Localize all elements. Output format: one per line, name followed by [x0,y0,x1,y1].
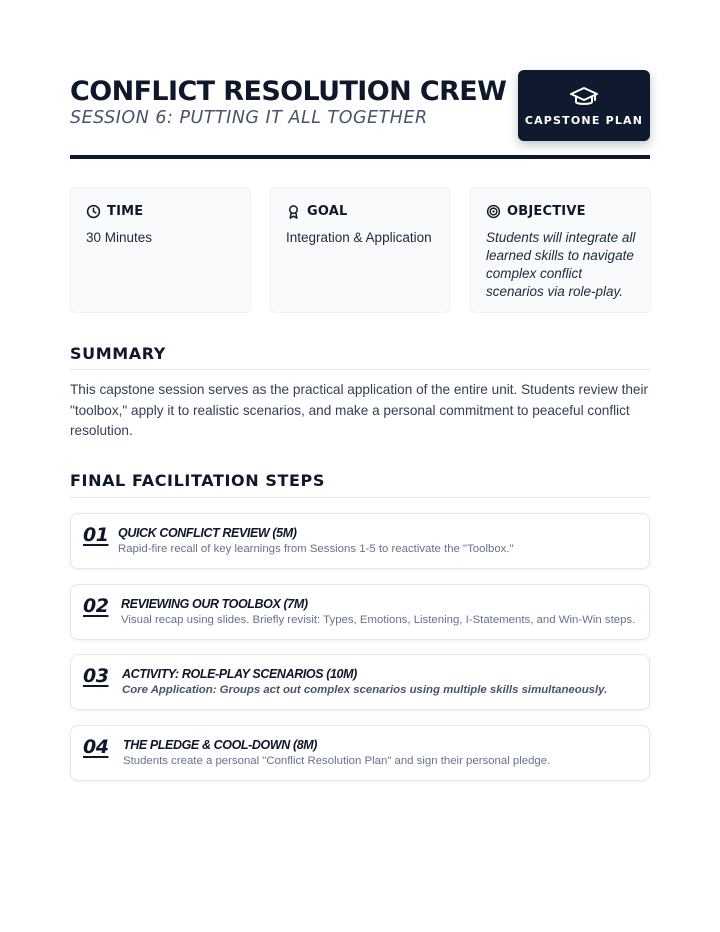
award-icon [286,204,301,219]
target-icon [486,204,501,219]
summary-divider [70,369,650,370]
step-title: ACTIVITY: ROLE-PLAY SCENARIOS (10M) [122,667,357,681]
step-number: 04 [83,736,109,758]
step-card [70,513,650,569]
steps-divider [70,497,650,498]
graduation-cap-icon [570,86,598,108]
card-body: Students will integrate all learned skills to navigate complex conflict scenarios via role-play. [486,230,636,299]
header [70,70,650,156]
step-card [70,654,650,710]
summary-heading: SUMMARY [70,344,166,363]
step-number: 02 [83,595,109,617]
badge-label: CAPSTONE PLAN [524,114,644,127]
step-description: Visual recap using slides. Briefly revisit: Types, Emotions, Listening, I-Statements, and Win-Win steps. [121,614,636,626]
card-title: OBJECTIVE [507,204,586,219]
summary-text: This capstone session serves as the practical application of the entire unit. Students review their "toolbox," apply it to realistic scenarios, and make a personal commitment to peaceful conflict resolution. [70,382,649,438]
page-subtitle: SESSION 6: PUTTING IT ALL TOGETHER [70,108,428,128]
info-cards [70,187,650,313]
step-title: REVIEWING OUR TOOLBOX (7M) [121,597,308,611]
step-number: 03 [83,665,109,687]
card-title: TIME [107,204,144,219]
step-number: 01 [83,524,109,546]
card-body: Integration & Application [286,230,432,245]
step-title: QUICK CONFLICT REVIEW (5M) [118,526,297,540]
card-header [486,204,586,219]
steps-heading: FINAL FACILITATION STEPS [70,471,326,490]
header-divider [70,155,650,159]
page-title: CONFLICT RESOLUTION CREW [70,76,507,107]
card-header [286,204,348,219]
step-description: Students create a personal "Conflict Resolution Plan" and sign their personal pledge. [123,755,551,767]
step-title: THE PLEDGE & COOL-DOWN (8M) [123,738,318,752]
step-card [70,725,650,781]
card-header [86,204,143,219]
step-description: Core Application: Groups act out complex scenarios using multiple skills simultaneously. [122,684,608,696]
capstone-plan-badge [518,70,650,141]
goal-card [270,187,450,313]
objective-card [470,187,651,313]
step-description: Rapid-fire recall of key learnings from Sessions 1-5 to reactivate the "Toolbox." [118,543,514,555]
time-card [70,187,251,313]
step-card [70,584,650,640]
card-body: 30 Minutes [86,230,153,245]
clock-icon [86,204,101,219]
card-title: GOAL [307,204,348,219]
